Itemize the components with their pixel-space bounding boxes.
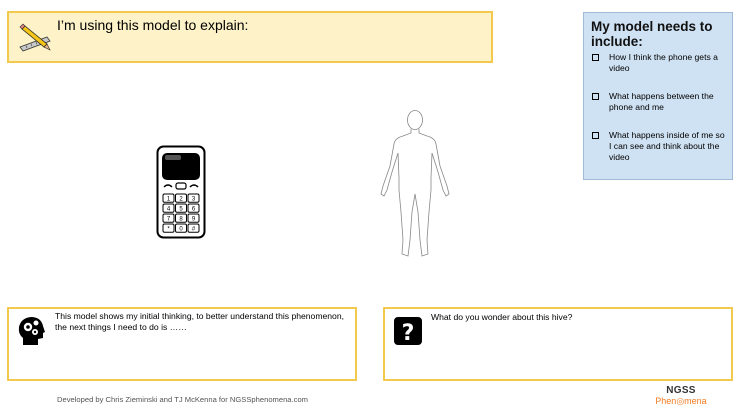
phone-key-label: 8 bbox=[179, 216, 183, 223]
model-needs-item: How I think the phone gets a video bbox=[591, 52, 726, 74]
phone-key-label: 6 bbox=[191, 206, 196, 213]
phone-key-label: 0 bbox=[179, 226, 183, 233]
phone-key-label: # bbox=[191, 226, 196, 233]
cell-phone-illustration bbox=[156, 145, 206, 239]
model-needs-item: What happens between the phone and me bbox=[591, 91, 726, 113]
thinking-box bbox=[7, 307, 357, 381]
explain-box bbox=[7, 11, 493, 63]
svg-text:?: ? bbox=[401, 321, 415, 346]
wonder-box bbox=[383, 307, 733, 381]
phone-key-label: 3 bbox=[191, 196, 196, 203]
phone-key-label: * bbox=[167, 226, 170, 233]
phone-key-label: 4 bbox=[166, 206, 171, 213]
phone-key-label: 9 bbox=[191, 216, 196, 223]
thinking-prompt: This model shows my initial thinking, to better understand this phenomenon, the next things I need to do is …… bbox=[55, 311, 345, 332]
ngss-phenomena-logo[interactable] bbox=[646, 385, 716, 411]
model-needs-list bbox=[591, 52, 726, 163]
logo-ngss-text: NGSS bbox=[666, 385, 696, 396]
pencil-ruler-icon bbox=[17, 19, 53, 55]
phone-key-label: 7 bbox=[166, 216, 171, 223]
model-needs-item: What happens inside of me so I can see and think about the video bbox=[591, 130, 726, 163]
checkbox-icon[interactable] bbox=[592, 93, 599, 100]
logo-phenomena-text: Phen◎mena bbox=[655, 396, 707, 406]
explain-label: I’m using this model to explain: bbox=[57, 17, 249, 33]
phone-key-label: 2 bbox=[179, 196, 183, 203]
phone-key-label: 5 bbox=[179, 206, 183, 213]
checkbox-icon[interactable] bbox=[592, 132, 599, 139]
checkbox-icon[interactable] bbox=[592, 54, 599, 61]
wonder-prompt: What do you wonder about this hive? bbox=[431, 312, 573, 322]
head-gears-icon bbox=[16, 315, 48, 347]
footer-credit: Developed by Chris Zieminski and TJ McKenna for NGSSphenomena.com bbox=[57, 395, 308, 404]
phone-key-label: 1 bbox=[166, 196, 171, 203]
model-needs-box bbox=[583, 12, 733, 180]
human-body-outline bbox=[375, 108, 455, 262]
model-needs-title: My model needs to include: bbox=[591, 19, 713, 49]
question-mark-icon bbox=[392, 315, 424, 347]
